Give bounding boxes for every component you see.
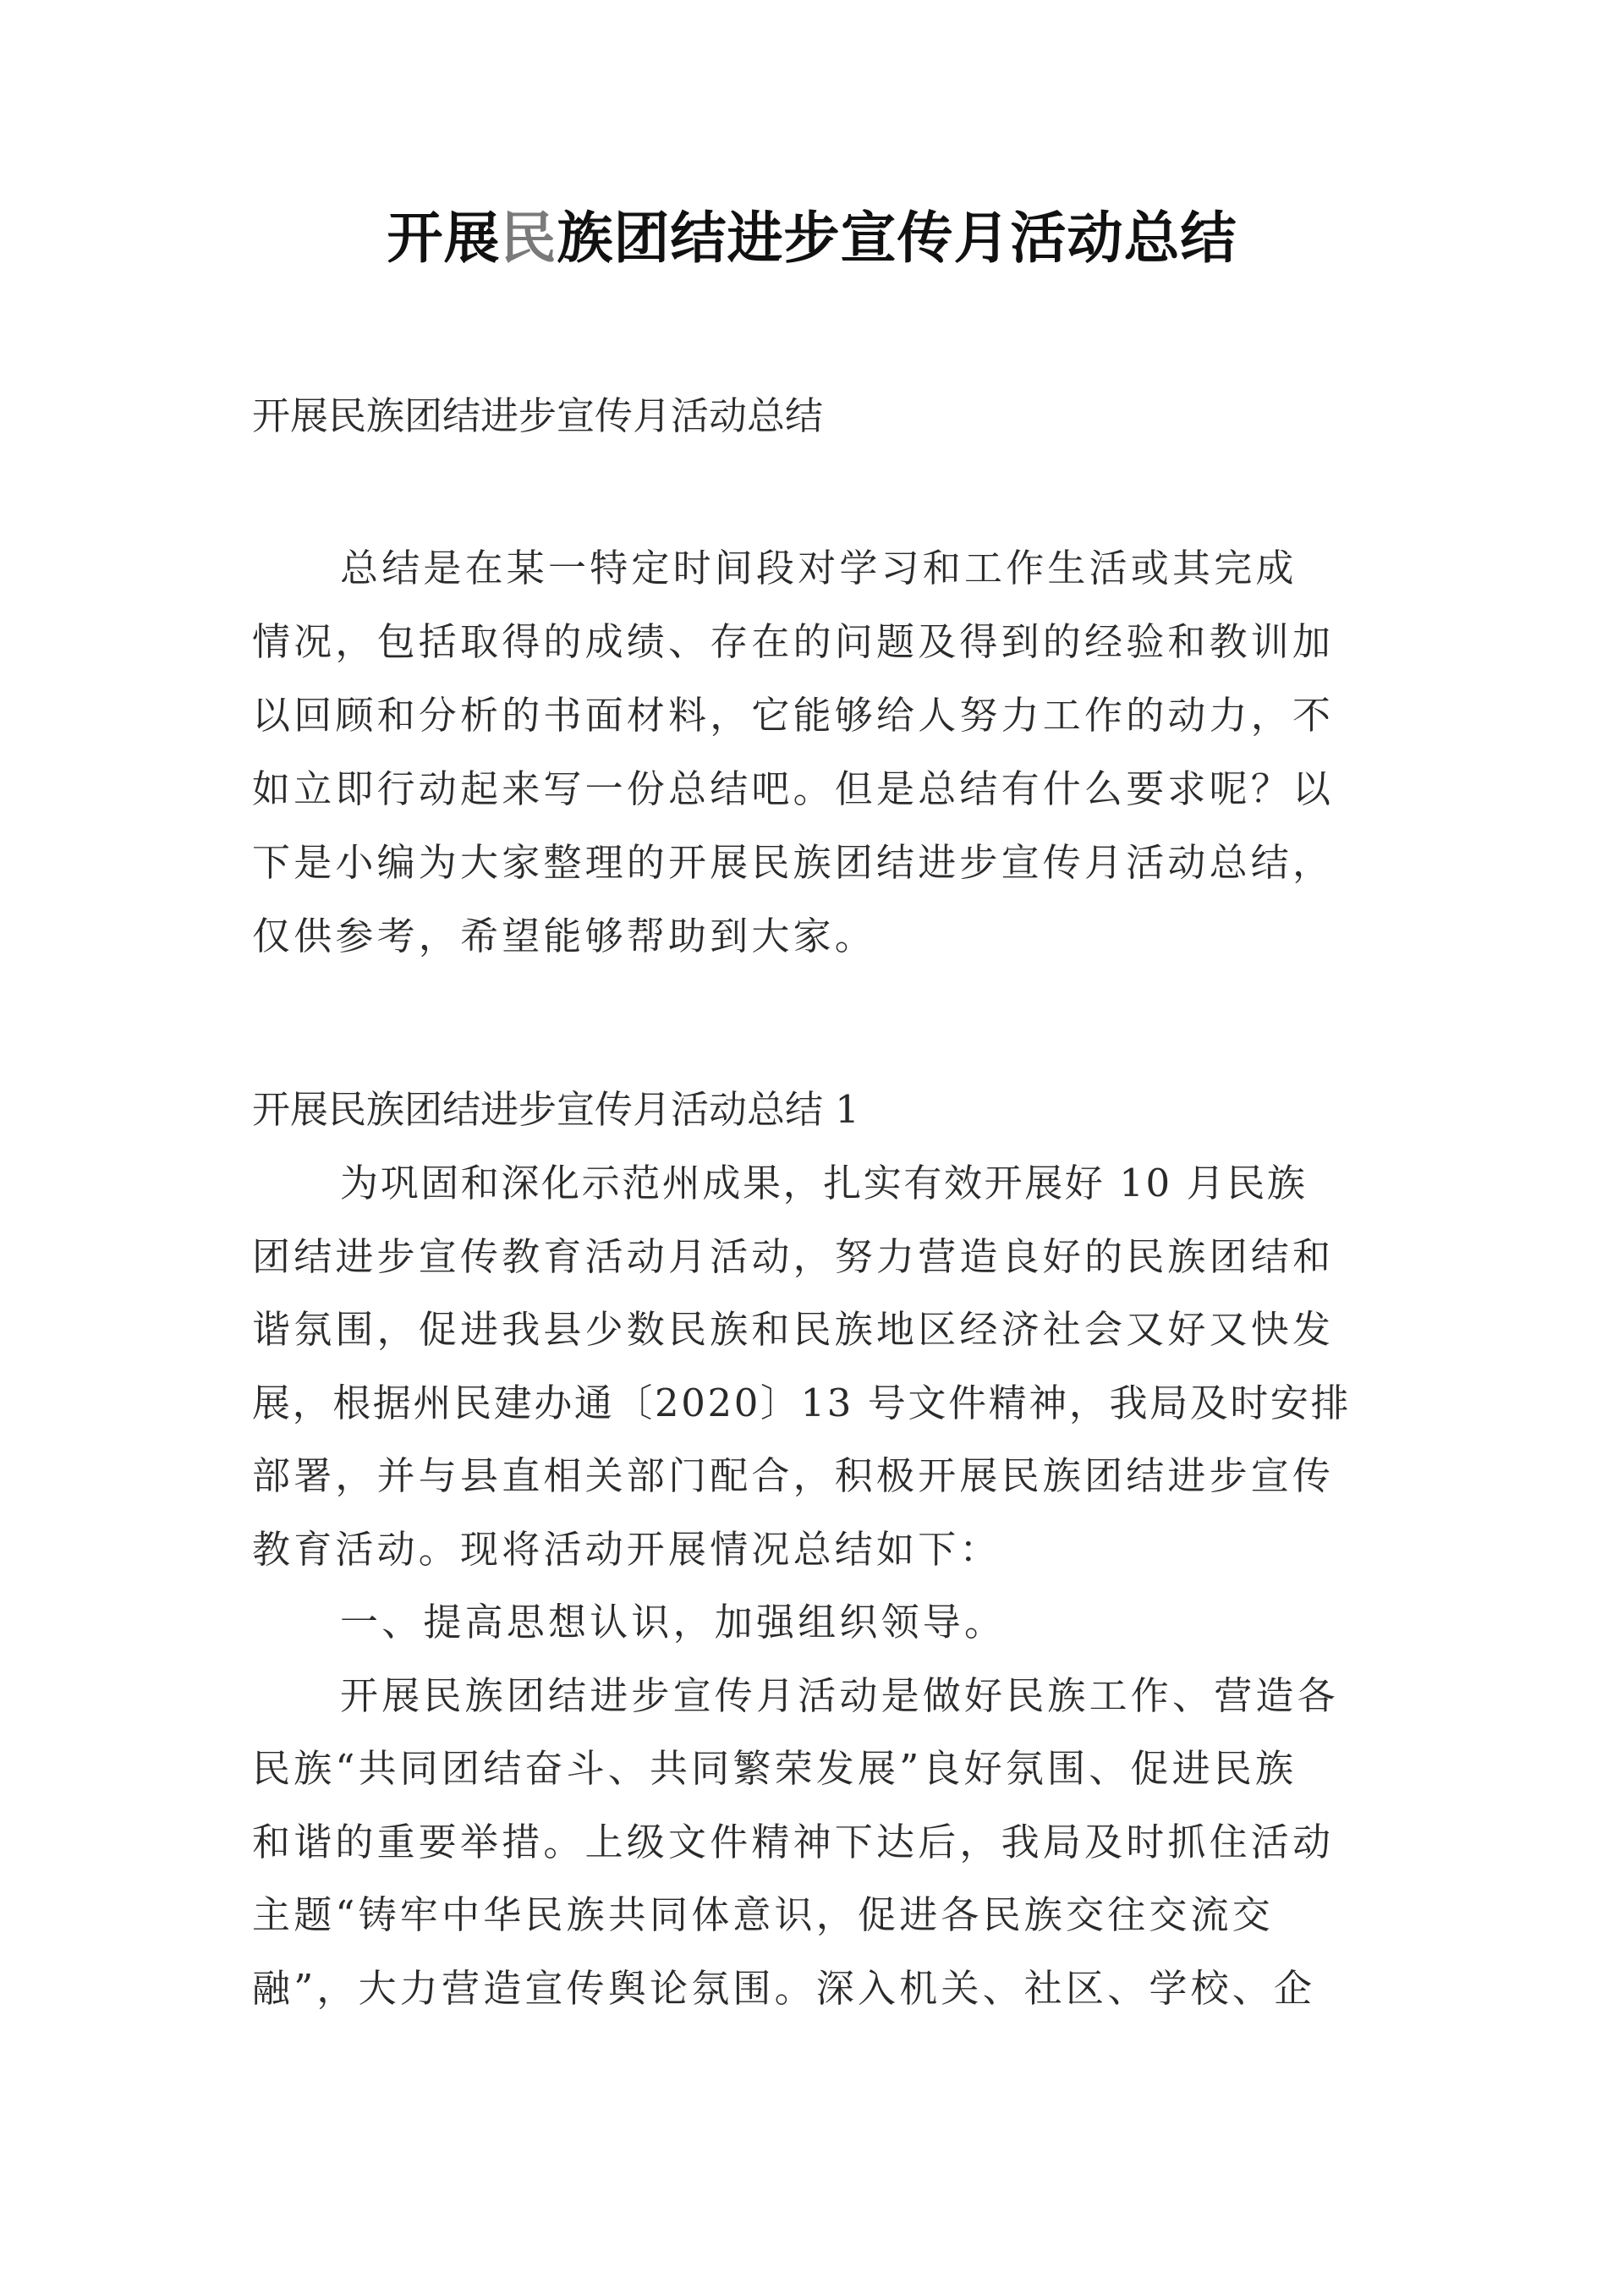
body-line: 展，根据州民建办通〔2020〕13 号文件精神，我局及时安排 <box>252 1380 1352 1425</box>
section-body <box>252 1147 1394 2025</box>
intro-paragraph <box>252 531 1394 973</box>
body-line: 部署，并与县直相关部门配合，积极开展民族团结进步宣传 <box>252 1453 1335 1498</box>
body-line: 融”，大力营造宣传舆论氛围。深入机关、社区、学校、企 <box>252 1965 1316 2011</box>
subsection-heading: 一、提高思想认识，加强组织领导。 <box>340 1600 1007 1644</box>
intro-line: 以回顾和分析的书面材料，它能够给人努力工作的动力，不 <box>252 693 1335 738</box>
document-title <box>0 196 1624 281</box>
intro-line: 总结是在某一特定时间段对学习和工作生活或其完成 <box>340 546 1298 590</box>
intro-line: 仅供参考，希望能够帮助到大家。 <box>252 914 877 958</box>
intro-line: 情况，包括取得的成绩、存在的问题及得到的经验和教训加 <box>252 619 1335 664</box>
title-text-start: 开展 <box>387 206 501 271</box>
intro-line: 下是小编为大家整理的开展民族团结进步宣传月活动总结， <box>252 840 1335 885</box>
body-line: 开展民族团结进步宣传月活动是做好民族工作、营造各 <box>340 1672 1339 1718</box>
body-line: 教育活动。现将活动开展情况总结如下： <box>252 1526 1001 1572</box>
document-subtitle: 开展民族团结进步宣传月活动总结 <box>252 393 824 438</box>
body-line: 为巩固和深化示范州成果，扎实有效开展好 10 月民族 <box>340 1161 1308 1205</box>
intro-line: 如立即行动起来写一份总结吧。但是总结有什么要求呢？以 <box>252 766 1335 811</box>
title-highlighted-char: 民 <box>500 206 557 271</box>
title-text-end: 族团结进步宣传月活动总结 <box>557 206 1237 271</box>
body-line: 民族“共同团结奋斗、共同繁荣发展”良好氛围、促进民族 <box>252 1746 1298 1791</box>
body-line: 谐氛围，促进我县少数民族和民族地区经济社会又好又快发 <box>252 1307 1335 1352</box>
body-line: 团结进步宣传教育活动月活动，努力营造良好的民族团结和 <box>252 1233 1335 1279</box>
body-line: 和谐的重要举措。上级文件精神下达后，我局及时抓住活动 <box>252 1819 1335 1864</box>
body-line: 主题“铸牢中华民族共同体意识，促进各民族交往交流交 <box>252 1892 1275 1937</box>
section-heading: 开展民族团结进步宣传月活动总结 1 <box>252 1087 859 1132</box>
